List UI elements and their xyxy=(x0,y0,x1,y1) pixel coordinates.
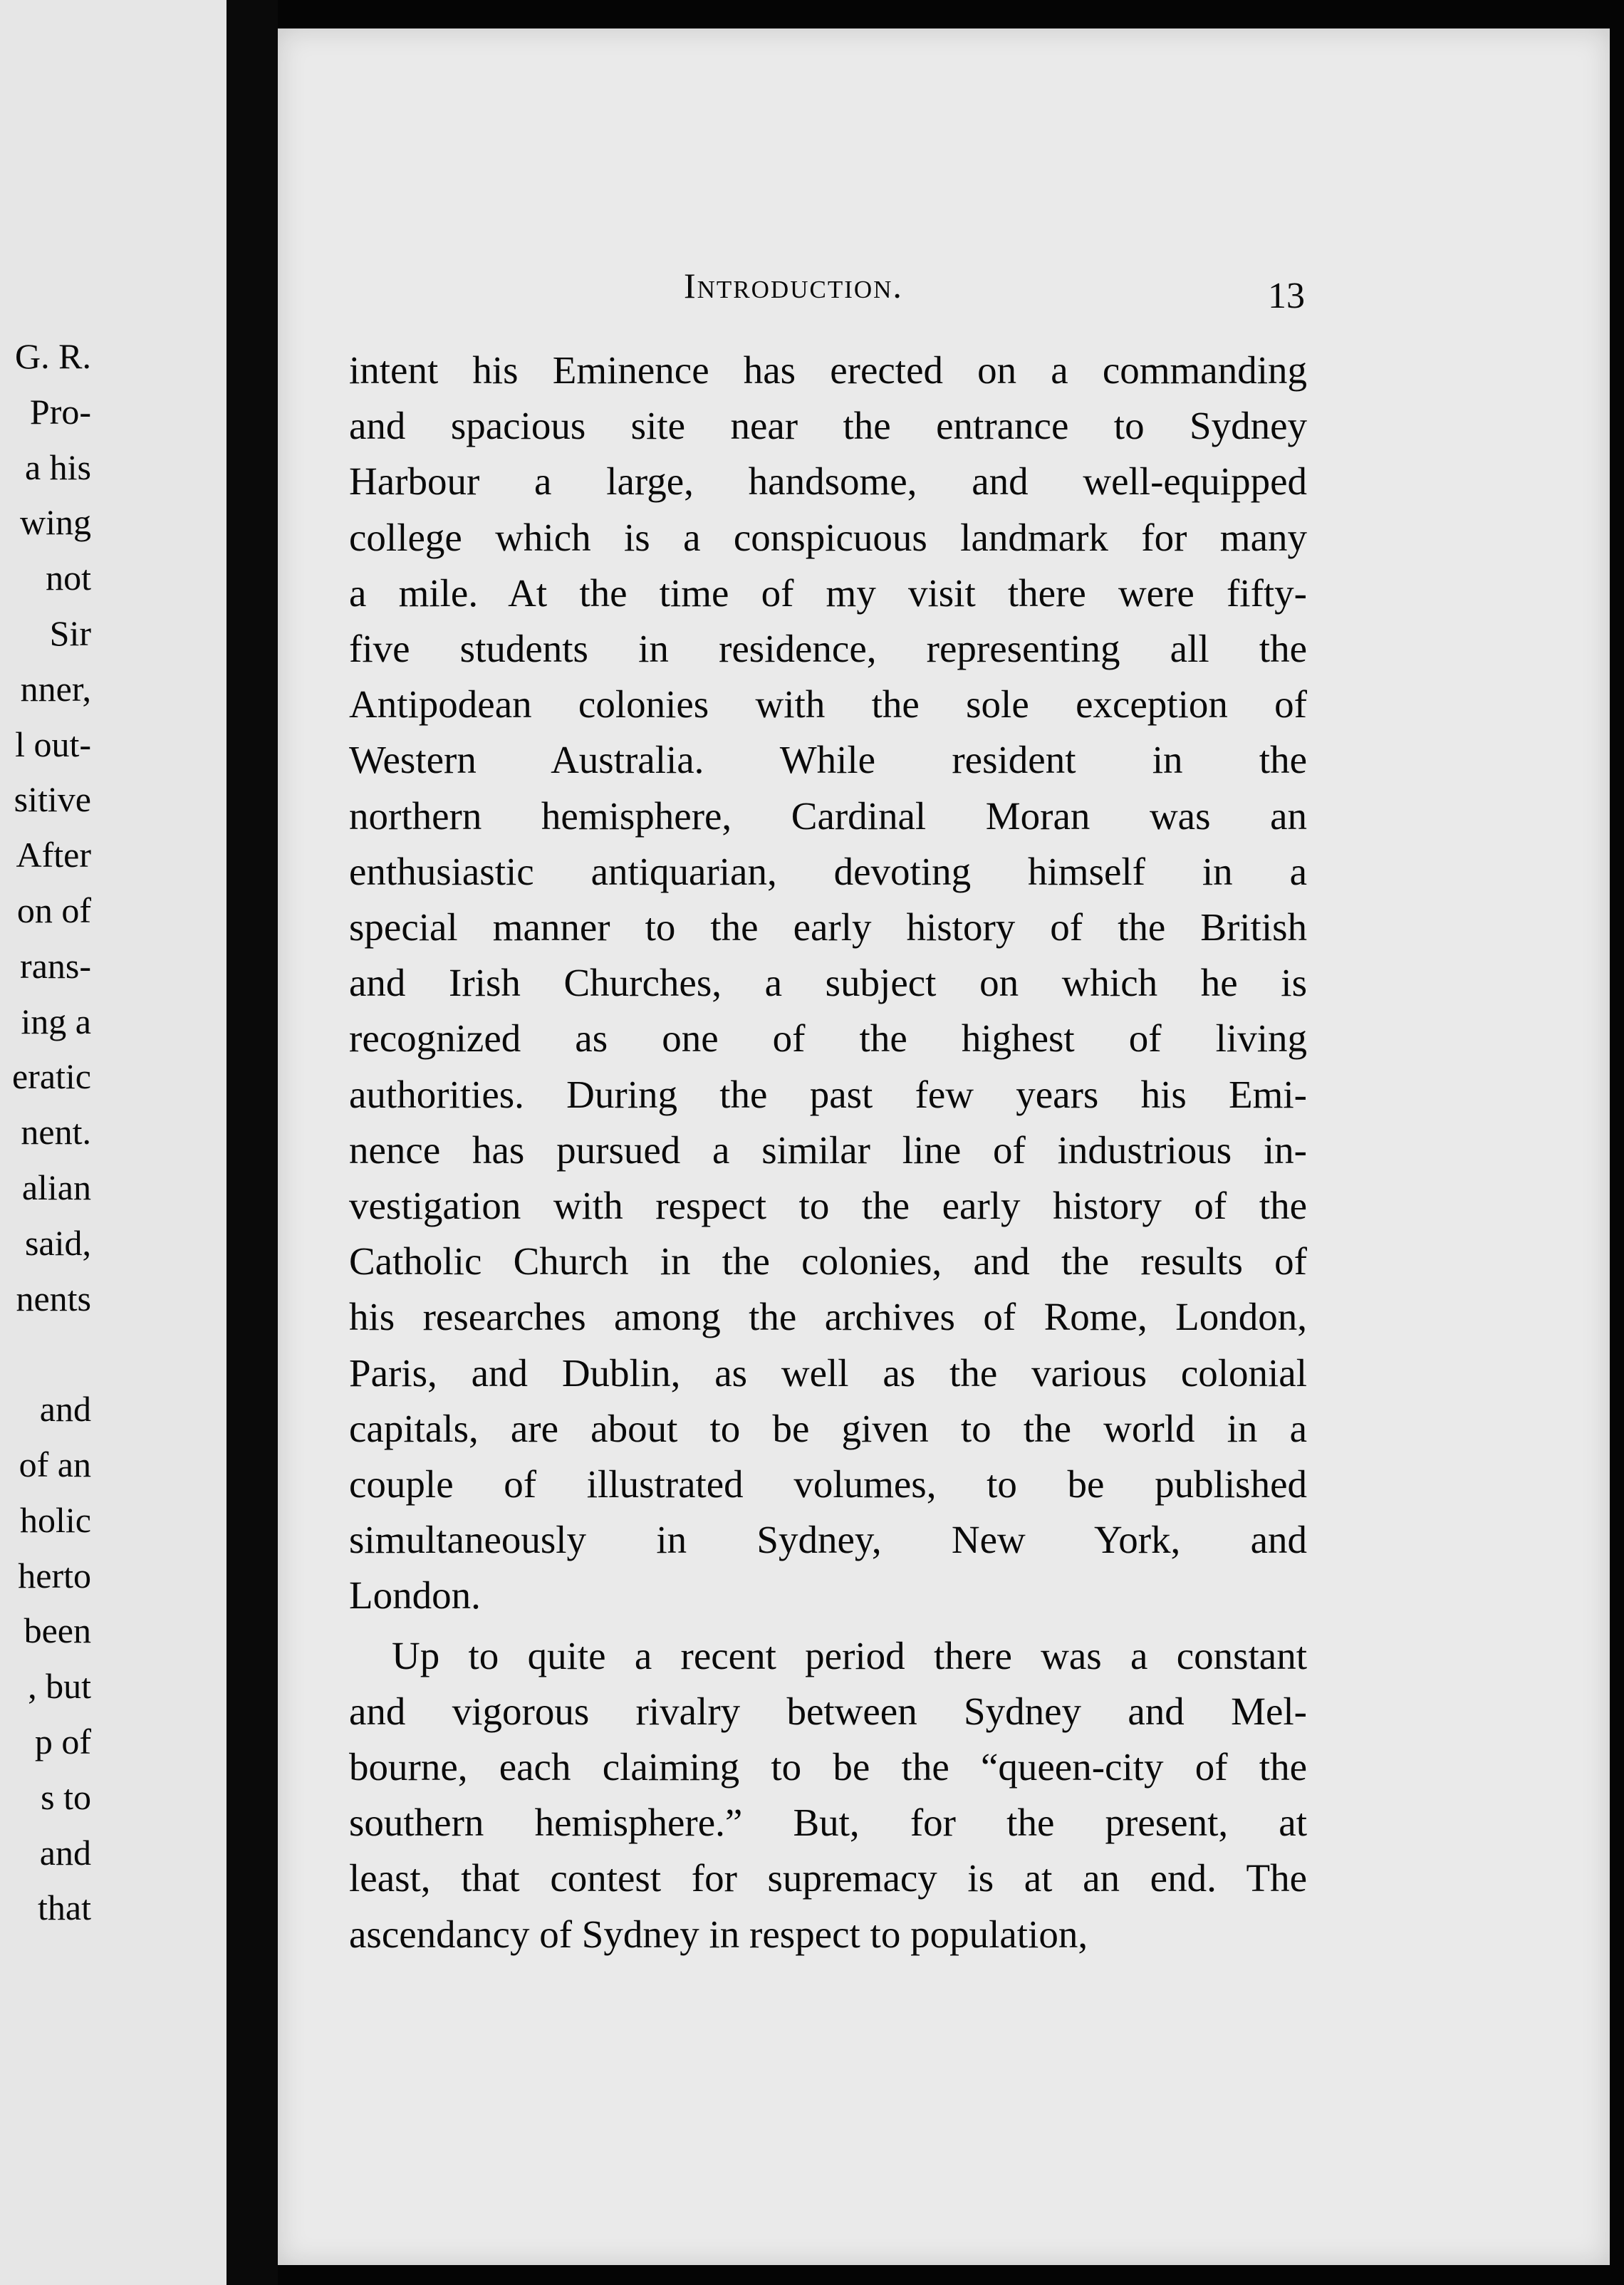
text-line: Paris, and Dublin, as well as the various colonial xyxy=(349,1350,1307,1395)
left-page-fragment: alian xyxy=(21,1167,91,1207)
running-head: Introduction. xyxy=(684,266,903,306)
text-line: least, that contest for supremacy is at an end. The xyxy=(349,1856,1307,1900)
left-page-fragment: herto xyxy=(18,1555,91,1596)
page-number: 13 xyxy=(1268,276,1305,316)
text-line: college which is a conspicuous landmark for many xyxy=(349,515,1307,559)
left-page-fragment: said, xyxy=(24,1222,91,1263)
left-page-fragment: Pro- xyxy=(29,391,91,432)
left-page-fragment: Sir xyxy=(49,613,91,653)
left-page-fragment: of an xyxy=(19,1445,91,1484)
left-page-fragment: and xyxy=(39,1389,91,1430)
left-page-fragment: not xyxy=(46,558,91,598)
left-page-fragment: , but xyxy=(28,1666,91,1707)
text-line: bourne, each claiming to be the “queen-city of the xyxy=(349,1745,1307,1789)
text-line: Catholic Church in the colonies, and the results of xyxy=(349,1239,1307,1284)
text-line: London. xyxy=(349,1573,481,1618)
text-line: special manner to the early history of the British xyxy=(349,905,1307,949)
text-line: Antipodean colonies with the sole exception of xyxy=(349,682,1307,727)
text-line: a mile. At the time of my visit there were fifty- xyxy=(349,571,1307,615)
left-page-fragment: nner, xyxy=(20,668,91,709)
book-spine xyxy=(228,0,278,2285)
left-page-fragment: G. R. xyxy=(15,336,91,376)
text-line: nence has pursued a similar line of industrious in- xyxy=(349,1128,1307,1172)
left-page-fragment: been xyxy=(24,1610,91,1651)
text-line: and vigorous rivalry between Sydney and Mel- xyxy=(349,1689,1307,1733)
text-line: five students in residence, representing all the xyxy=(349,627,1307,670)
left-page-fragment: s to xyxy=(41,1776,91,1817)
text-line: Western Australia. While resident in the xyxy=(349,738,1307,782)
text-line: recognized as one of the highest of living xyxy=(349,1016,1307,1061)
left-page-fragment: l out- xyxy=(15,724,91,764)
left-page-fragment: wing xyxy=(20,502,91,543)
text-line: couple of illustrated volumes, to be published xyxy=(349,1462,1307,1506)
left-page xyxy=(0,0,227,2285)
text-line: authorities. During the past few years his Emi- xyxy=(349,1072,1307,1116)
left-page-fragment: eratic xyxy=(11,1056,91,1097)
text-line: ascendancy of Sydney in respect to population, xyxy=(349,1912,1088,1956)
left-page-fragment: p of xyxy=(34,1722,91,1761)
left-page-fragment: sitive xyxy=(14,779,91,820)
left-page-fragment: a his xyxy=(24,447,91,487)
text-line: simultaneously in Sydney, New York, and xyxy=(349,1518,1307,1562)
text-line: northern hemisphere, Cardinal Moran was an xyxy=(349,793,1307,838)
left-page-fragment: on of xyxy=(16,890,91,930)
left-page-fragment: and xyxy=(39,1832,91,1873)
left-page-fragment: ing a xyxy=(21,1001,91,1041)
left-page-fragment: rans- xyxy=(20,945,91,986)
text-line: Up to quite a recent period there was a constant xyxy=(392,1633,1307,1677)
text-line: vestigation with respect to the early history of the xyxy=(349,1184,1307,1227)
text-line: capitals, are about to be given to the world in a xyxy=(349,1406,1307,1450)
text-line: Harbour a large, handsome, and well-equipped xyxy=(349,459,1307,504)
text-line: enthusiastic antiquarian, devoting himself in a xyxy=(349,849,1307,893)
text-line: his researches among the archives of Rome, London, xyxy=(349,1295,1307,1339)
left-page-fragment: After xyxy=(16,835,91,875)
left-page-fragment: holic xyxy=(20,1499,91,1540)
left-page-fragment: nents xyxy=(16,1278,91,1318)
text-line: and spacious site near the entrance to Sydney xyxy=(349,404,1307,448)
text-line: and Irish Churches, a subject on which he is xyxy=(349,961,1307,1005)
text-line: southern hemisphere.” But, for the present, at xyxy=(349,1801,1307,1845)
left-page-fragment: that xyxy=(38,1888,91,1928)
left-page-fragment: nent. xyxy=(21,1112,91,1152)
text-line: intent his Eminence has erected on a commanding xyxy=(349,348,1307,392)
